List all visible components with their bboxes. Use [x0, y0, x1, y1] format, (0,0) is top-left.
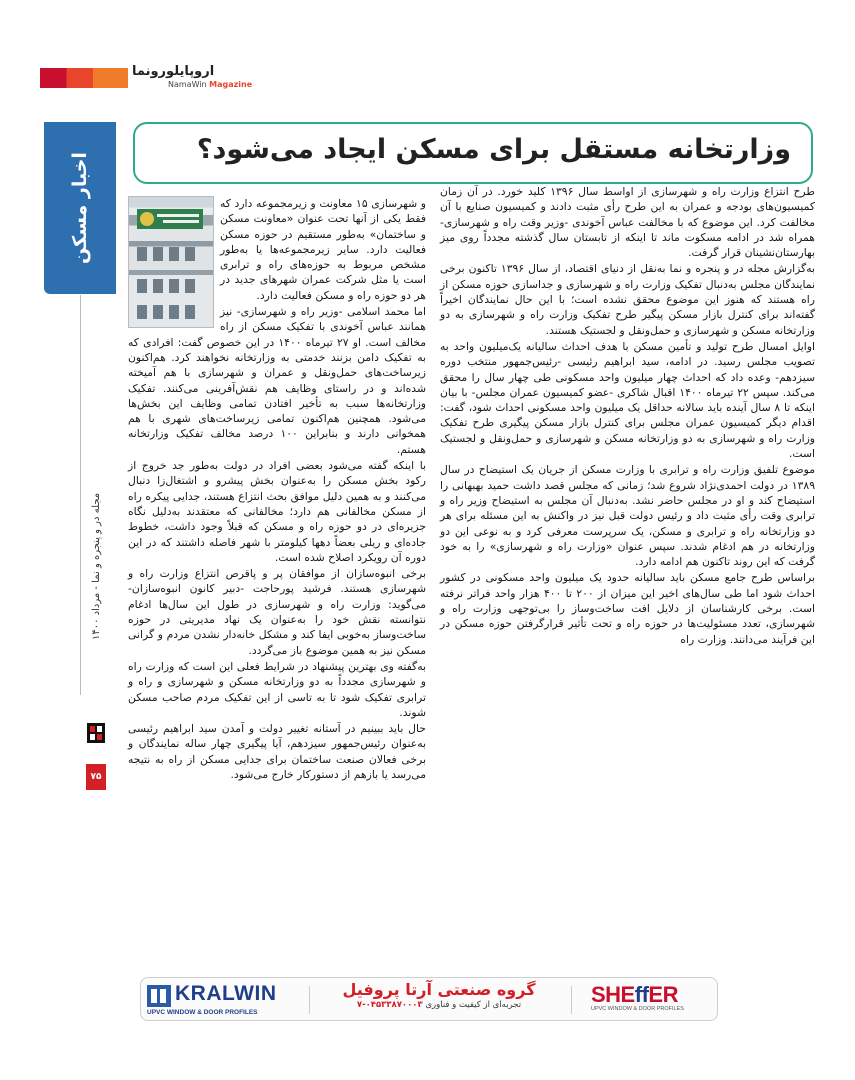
sheffer-tagline: UPVC WINDOW & DOOR PROFILES — [591, 1006, 684, 1012]
window-logo-icon — [86, 722, 106, 744]
paragraph: موضوع تلفیق وزارت راه و ترابری با وزارت مسکن از جریان یک استیضاح در سال ۱۳۸۹ در دولت احمدی‌نژاد شروع شد؛ زمانی که مجلس قصد داشت حمید بهبهانی را استیضاح کند و او در مجلس حاضر نشد. به‌دنبال آن مجلس به استیضاح وزیر راه و ترابری وقت رأی مثبت داد و رئیس دولت قبل نیز در واکنش به این مسئله برای هر دو وزارتخانه راه و ترابری و مسکن، یک سرپرست معرفی کرد و به نوعی این دو وزارتخانه در هم ادغام شدند. سپس عنوان «وزارت راه و شهرسازی» را به خود گرفت که این روند تاکنون هم ادامه دارد. — [440, 463, 815, 569]
emblem-icon — [140, 212, 154, 226]
paragraph: برخی انبوه‌سازان از موافقان پر و پاقرص انتزاع وزارت راه و شهرسازی هستند. فرشید پورحاجت -دبیر کانون انبوه‌سازان- می‌گوید: وزارت راه و شهرسازی در طول این سال‌ها ادغام نتوانسته نقش خود را به‌عنوان یک نهاد مدیریتی در حوزه ساخت‌وساز به‌خوبی ایفا کند و مشکل خانه‌دار نشدن مردم و گرانی مسکن نیز به همین موضوع باز می‌گردد. — [128, 567, 426, 657]
section-tab — [44, 122, 116, 294]
kralwin-logo — [147, 982, 297, 1016]
paragraph: به‌گفته وی بهترین پیشنهاد در شرایط فعلی این است که وزارت راه و شهرسازی مجدداً به دو وزارتخانه مسکن و شهرسازی و راه و ترابری تفکیک شود تا به تاسی از این تفکیک مردم صاحب مسکن شوند. — [128, 659, 426, 719]
paragraph: براساس طرح جامع مسکن باید سالیانه حدود یک میلیون واحد مسکونی در کشور احداث شود اما طی سال‌های اخیر این میزان از ۲۰۰ تا ۴۰۰ هزار واحد فراتر نرفته است. برخی کارشناسان از دلایل افت ساخت‌وساز را بی‌توجهی وزارت راه و شهرسازی، تعدد مسئولیت‌ها در حوزه راه و تحت تأثیر قرارگرفتن حوزه مسکن در این فرآیند می‌دانند. وزارت راه — [440, 571, 815, 646]
paragraph: حال باید ببینیم در آستانه تغییر دولت و آمدن سید ابراهیم رئیسی به‌عنوان رئیس‌جمهور سیزدهم، آیا پیگیری چهار ساله نمایندگان و برخی فعالان صنعت ساختمان برای جدایی مسکن از راه به نتیجه می‌رسد یا بازهم از دستورکار خارج می‌شود. — [128, 722, 426, 781]
article-title: وزارتخانه مستقل برای مسکن ایجاد می‌شود؟ — [196, 134, 791, 165]
headline-box — [133, 122, 813, 184]
arta-profile-block — [317, 980, 561, 1020]
advertisement-banner[interactable] — [140, 977, 718, 1021]
ad-slogan: تجربه‌ای از کیفیت و فناوری — [425, 1000, 522, 1010]
sheffer-logo — [591, 982, 701, 1016]
paragraph: اما محمد اسلامی -وزیر راه و شهرسازی- نیز همانند عباس آخوندی با تفکیک مسکن از راه مخالف است. او ۲۷ تیرماه ۱۴۰۰ در این خصوص گفت: افرادی که به تفکیک دامن بزنند خدمتی به وزارتخانه نخواهند کرد. هم‌اکنون زیرساخت‌های حمل‌ونقل و عمران و شهرسازی با هم آمیخته شده‌اند و در راستای وظایف هم نقش‌آفرینی می‌کنند. تفکیک وزارتخانه‌ها سبب به تأخیر افتادن تمامی وظایف این بخش‌ها می‌شود. همچنین هم‌اکنون تمامی زیرساخت‌های شهری با هم همخوانی دارند و بنابراین ۱۰۰ درصد مخالف تفکیک وزارتخانه هستم. — [128, 305, 426, 456]
kralwin-name: KRALWIN — [175, 982, 277, 1005]
paragraph: اوایل امسال طرح تولید و تأمین مسکن با هدف احداث سالیانه یک‌میلیون واحد به تصویب مجلس رسید. در ادامه، سید ابراهیم رئیسی -رئیس‌جمهور منتخب دوره سیزدهم- وعده داد که احداث چهار میلیون واحد مسکونی طی چهار سال را محقق می‌کند. سپس ۲۲ تیرماه ۱۴۰۰ اقبال شاکری -عضو کمیسیون عمران مجلس- با بیان اینکه تا ۸ سال آینده باید سالانه حداقل یک میلیون واحد مسکونی احداث شود، گفت: اقدام دیگر کمیسیون عمران مجلس برای کنترل بازار مسکن پیگیری طرح تفکیک وزارت راه و شهرسازی به دو وزارتخانه مسکن و شهرسازی و حمل‌ونقل و لجستیک است. — [440, 339, 815, 461]
page-number: ۷۵ — [86, 764, 106, 790]
side-issue-caption: مجله در و پنجره و نما - مرداد ۱۴۰۰ — [91, 492, 102, 640]
paragraph: به‌گزارش مجله در و پنجره و نما به‌نقل از دنیای اقتصاد، از سال ۱۳۹۶ تاکنون برخی نمایندگان مجلس به‌دنبال تفکیک وزارت راه و شهرسازی و جداسازی حوزه مسکن از راه هستند که هنوز این موضوع محقق نشده است؛ با این حال نمایندگان اخیراً گفته‌اند برای کنترل بازار مسکن پیگیر طرح تفکیک وزارت راه و شهرسازی به دو وزارتخانه مسکن و شهرسازی و حمل‌ونقل و لجستیک هستند. — [440, 262, 815, 337]
masthead-sub-right: Magazine — [209, 80, 253, 89]
paragraph: طرح انتزاع وزارت راه و شهرسازی از اواسط سال ۱۳۹۶ کلید خورد. در آن زمان کمیسیون‌های بودجه و عمران به این طرح رأی مثبت دادند و کمیسیون صنایع با آن مخالفت کرد. این موضوع که با مخالفت عباس آخوندی -وزیر وقت راه و شهرسازی- همراه شد در ادامه مسکوت ماند تا اینکه از تابستان سال گذشته مجدداً روی میز بهارستان‌نشینان قرار گرفت. — [440, 185, 815, 260]
sheffer-part: ff — [634, 982, 649, 1007]
ministry-building-photo — [128, 196, 214, 328]
ad-divider — [309, 986, 310, 1014]
ad-divider — [571, 986, 572, 1014]
magazine-logo: اروپایلورونما — [132, 64, 215, 79]
sheffer-part: SHE — [591, 982, 635, 1007]
building-sign — [137, 209, 203, 229]
masthead-sub-left: NamaWin — [168, 80, 207, 89]
article-column-right — [440, 184, 815, 648]
ad-slogan-line — [317, 1000, 561, 1010]
window-profile-icon — [147, 985, 171, 1007]
masthead-subtitle — [168, 80, 252, 89]
masthead-color-bars — [40, 68, 128, 88]
side-divider — [80, 295, 81, 695]
kralwin-tagline: UPVC WINDOW & DOOR PROFILES — [147, 1009, 258, 1016]
section-title: اخبار مسکن — [69, 152, 91, 264]
group-name: گروه صنعتی آرتا پروفیل — [342, 980, 536, 999]
magazine-masthead — [40, 66, 255, 92]
sheffer-name — [591, 982, 701, 1008]
paragraph: با اینکه گفته می‌شود بعضی افراد در دولت به‌طور جد خروج از رکود بخش مسکن را به‌عنوان بخش پیشرو و اشتغال‌زا دنبال می‌کنند و به همین دلیل موافق بحث انتزاع هستند، جدایی پیکره راه از مسکن مخالفانی هم دارد؛ مخالفانی که معتقدند به‌دلیل نگاه جزیره‌ای در دو حوزه راه و مسکن که قبلاً وجود داشت، خطوط جاده‌ای و ریلی بعضاً دهها کیلومتر با شهر فاصله داشتند که در این دوره آن رویکرد اصلاح شده است. — [128, 459, 426, 564]
article-column-left — [128, 196, 426, 783]
ad-phone: ۰۴۵۳۳۸۷۰۰۰۳-۷ — [356, 1000, 423, 1010]
sheffer-part: ER — [648, 982, 678, 1007]
paragraph: و شهرسازی ۱۵ معاونت و زیرمجموعه دارد که فقط یکی از آنها تحت عنوان «معاونت مسکن و ساختمان» به‌طور مستقیم در حوزه مسکن فعالیت دارد. سایر زیرمجموعه‌ها یا به‌طور مشخص مربوط به حوزه‌های راه و ترابری است یا مثل شرکت عمران شهرهای جدید در هر دو حوزه راه و مسکن فعالیت دارد. — [220, 197, 427, 302]
